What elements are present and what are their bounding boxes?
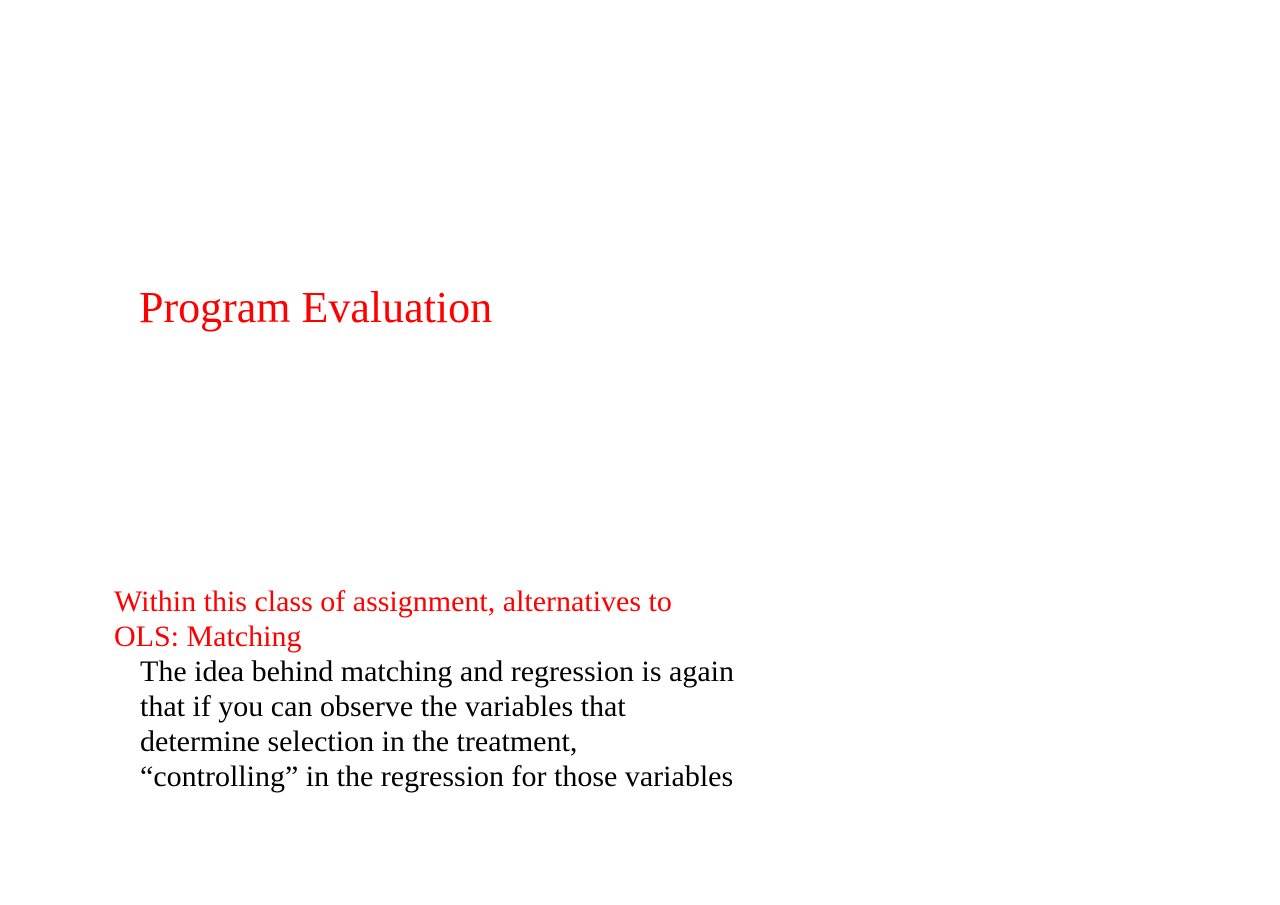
body-line: “controlling” in the regression for those variables <box>140 760 734 793</box>
body-paragraph <box>140 654 800 794</box>
body-line: The idea behind matching and regression is again <box>140 655 734 688</box>
body-line: determine selection in the treatment, <box>140 725 578 758</box>
body-line: that if you can observe the variables that <box>140 690 626 723</box>
heading-line: OLS: Matching <box>114 620 302 653</box>
section-heading <box>114 584 754 654</box>
heading-line: Within this class of assignment, alternatives to <box>114 585 672 618</box>
slide-title: Program Evaluation <box>139 283 493 332</box>
